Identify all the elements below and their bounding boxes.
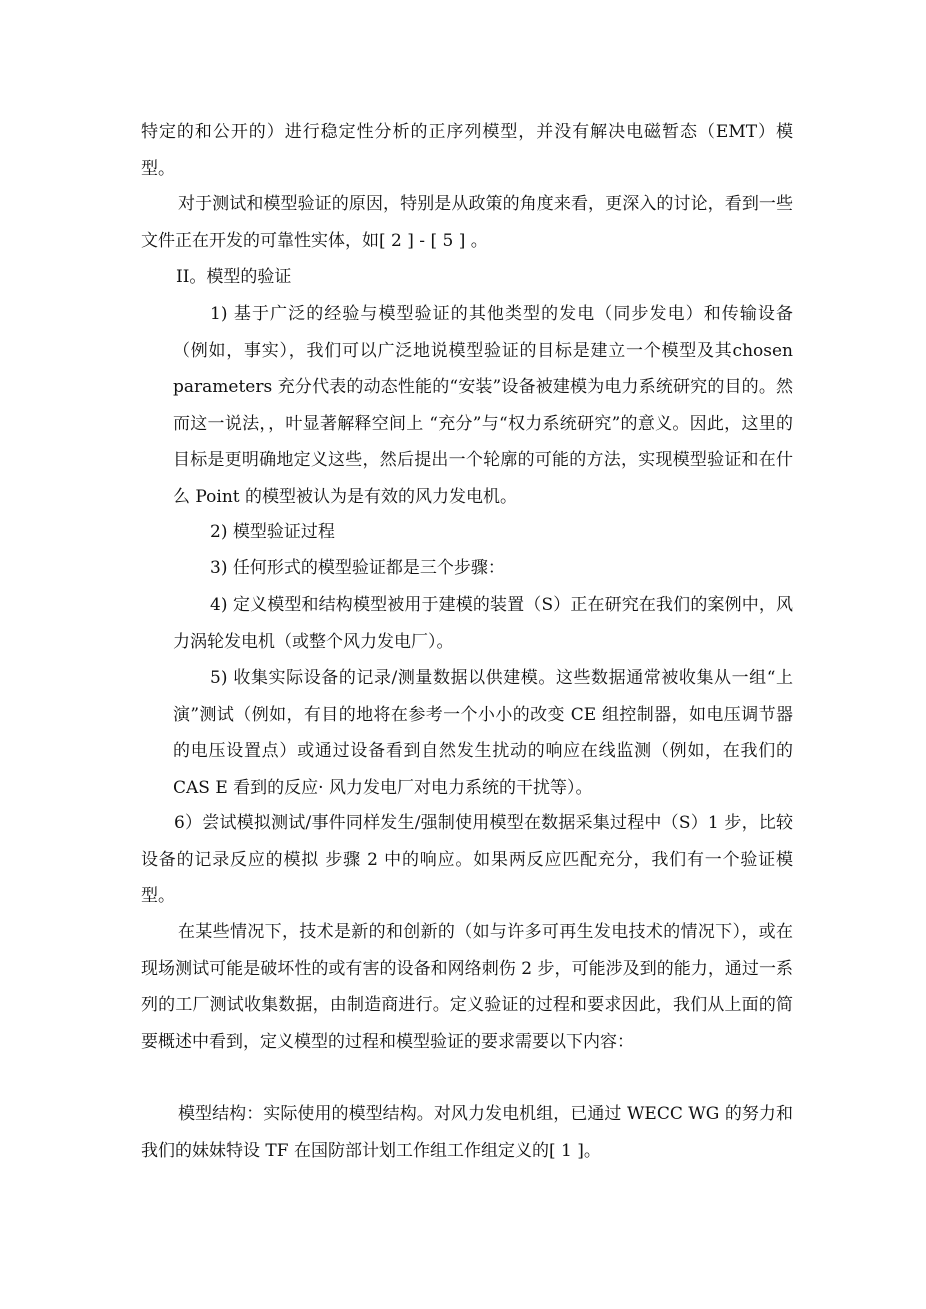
- paragraph-model-structure: 模型结构：实际使用的模型结构。对风力发电机组，已通过 WECC WG 的努力和我们的妹妹特设 TF 在国防部计划工作组工作组定义的[ 1 ]。: [141, 1104, 793, 1161]
- list-item-4: 4) 定义模型和结构模型被用于建模的装置（S）正在研究在我们的案例中，风力涡轮发电机（或整个风力发电厂）。: [173, 595, 793, 652]
- list-item-3: 3) 任何形式的模型验证都是三个步骤：: [210, 558, 505, 578]
- paragraph-testing-reasons: 对于测试和模型验证的原因，特别是从政策的角度来看，更深入的讨论，看到一些文件正在开发的可靠性实体，如[ 2 ] - [ 5 ] 。: [141, 194, 793, 251]
- paragraph-continuation: 特定的和公开的）进行稳定性分析的正序列模型，并没有解决电磁暂态（EMT）模型。: [141, 122, 793, 179]
- list-item-5: 5) 收集实际设备的记录/测量数据以供建模。这些数据通常被收集从一组“上演”测试（例如，有目的地将在参考一个小小的改变 CE 组控制器，如电压调节器的电压设置点）或通过设备看到自然发生扰动的响应在线监测（例如，在我们的 CAS E 看到的反应· 风力发电厂对电力系统的干扰等）。: [173, 668, 793, 798]
- list-item-1: 1) 基于广泛的经验与模型验证的其他类型的发电（同步发电）和传输设备（例如，事实），我们可以广泛地说模型验证的目标是建立一个模型及其chosen parameters 充分代表的动态性能的“安装”设备被建模为电力系统研究的目的。然而这一说法，，叶显著解释空间上 “充分”与“权力系统研究”的意义。因此，这里的目标是更明确地定义这些，然后提出一个轮廓的可能的方法，实现模型验证和在什么 Point 的模型被认为是有效的风力发电机。: [173, 304, 793, 507]
- list-item-2: 2) 模型验证过程: [210, 522, 335, 542]
- paragraph-field-testing: 在某些情况下，技术是新的和创新的（如与许多可再生发电技术的情况下），或在现场测试可能是破坏性的或有害的设备和网络刺伤 2 步，可能涉及到的能力，通过一系列的工厂测试收集数据，由制造商进行。定义验证的过程和要求因此，我们从上面的简要概述中看到，定义模型的过程和模型验证的要求需要以下内容：: [141, 922, 793, 1052]
- list-item-6: 6）尝试模拟测试/事件同样发生/强制使用模型在数据采集过程中（S）1 步，比较设备的记录反应的模拟 步骤 2 中的响应。如果两反应匹配充分，我们有一个验证模型。: [141, 813, 793, 906]
- section-heading: II。模型的验证: [176, 267, 292, 287]
